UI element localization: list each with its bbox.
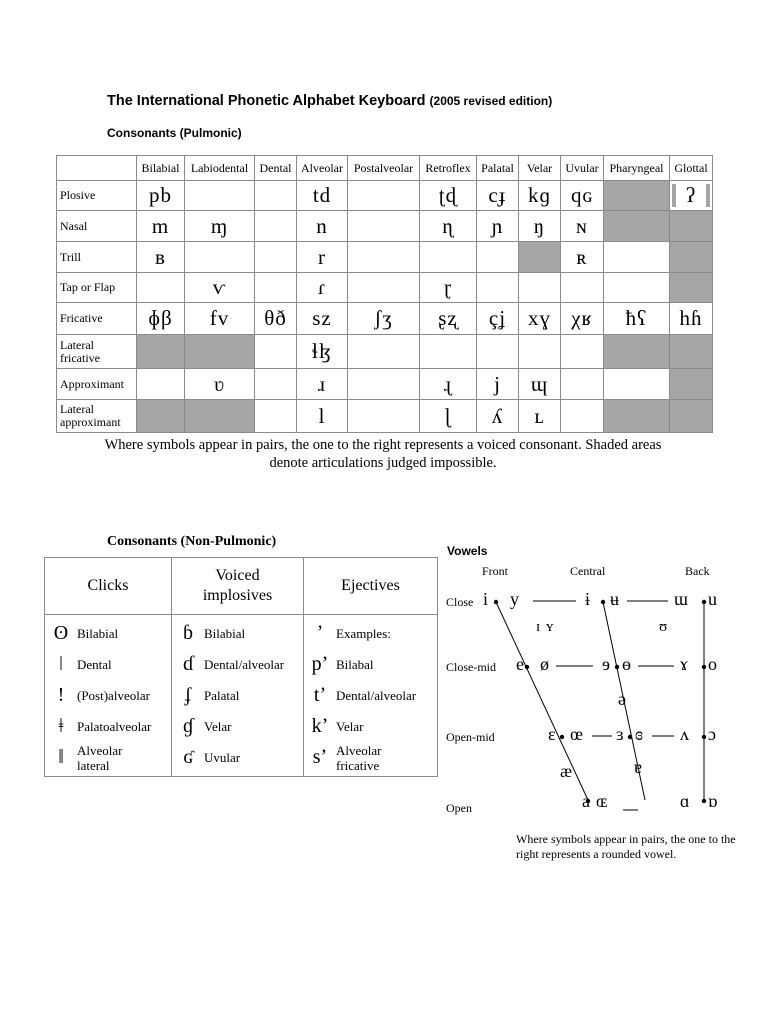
- vowel-row-closemid: Close-mid: [446, 660, 496, 674]
- consonant-cell: çʝ: [477, 303, 519, 335]
- implosives-label: Uvular: [204, 750, 241, 765]
- impossible-cell: [604, 181, 670, 211]
- consonant-cell: [255, 273, 297, 303]
- pulmonic-row-tap-or-flap: [57, 273, 713, 303]
- consonant-cell: [185, 242, 255, 273]
- pulmonic-row-lateral-fricative: [57, 335, 713, 369]
- clicks-item: [45, 742, 171, 773]
- implosives-item: [172, 618, 303, 649]
- pulmonic-row-nasal: [57, 211, 713, 242]
- consonant-cell: ɸβ: [137, 303, 185, 335]
- vowel-symbol: o: [708, 654, 717, 674]
- row-label: Plosive: [57, 181, 137, 211]
- consonant-cell: [255, 242, 297, 273]
- consonant-cell: [348, 242, 420, 273]
- consonant-cell: [561, 335, 604, 369]
- ejectives-symbol: kʼ: [311, 715, 329, 737]
- consonant-cell: ʈɖ: [420, 181, 477, 211]
- vowel-symbol: a: [582, 791, 590, 811]
- consonant-cell: [348, 211, 420, 242]
- consonant-cell: ⱱ: [185, 273, 255, 303]
- consonant-cell: [604, 369, 670, 400]
- nonpulmonic-body-row: [45, 615, 438, 777]
- consonant-cell: ɹ: [297, 369, 348, 400]
- vowel-note: Where symbols appear in pairs, the one to the right represents a rounded vowel.: [516, 832, 736, 861]
- consonant-cell: [604, 273, 670, 303]
- consonant-cell: χʁ: [561, 303, 604, 335]
- vowel-symbol: ɛ: [548, 724, 556, 744]
- ejectives-item: [304, 680, 437, 711]
- vowel-symbol: ɞ: [635, 724, 643, 744]
- col-header-alveolar: Alveolar: [297, 156, 348, 181]
- clicks-symbol: ʘ: [53, 622, 69, 644]
- header-clicks: Clicks: [45, 558, 172, 615]
- consonant-cell: ɱ: [185, 211, 255, 242]
- vowel-symbol: i: [483, 589, 489, 609]
- implosives-symbol: ɠ: [183, 715, 193, 737]
- consonant-cell: [477, 273, 519, 303]
- impossible-cell: [670, 400, 713, 433]
- ejectives-symbol: ʼ: [316, 622, 324, 644]
- consonant-cell: hɦ: [670, 303, 713, 335]
- row-label: Approximant: [57, 369, 137, 400]
- ejectives-label: Bilabal: [336, 657, 374, 672]
- consonant-cell: ɻ: [420, 369, 477, 400]
- row-label: Lateral fricative: [57, 335, 137, 369]
- section-title-nonpulmonic: Consonants (Non-Pulmonic): [107, 534, 277, 549]
- consonant-cell: [348, 369, 420, 400]
- dot-open-back: [702, 799, 706, 803]
- col-header-palatal: Palatal: [477, 156, 519, 181]
- consonant-cell: [255, 211, 297, 242]
- vowel-symbol: y: [510, 589, 519, 609]
- consonant-cell: [477, 335, 519, 369]
- ejectives-label: Velar: [336, 719, 364, 734]
- consonant-cell: ʎ: [477, 400, 519, 433]
- implosives-label: Velar: [204, 719, 232, 734]
- consonant-cell: ʃʒ: [348, 303, 420, 335]
- implosives-item: [172, 711, 303, 742]
- vowel-row-openmid: Open-mid: [446, 730, 495, 744]
- impossible-cell: [137, 400, 185, 433]
- impossible-cell: [670, 211, 713, 242]
- dot-openmid-central: [628, 735, 632, 739]
- vowel-symbol: ɪ: [536, 619, 541, 635]
- title-main: The International Phonetic Alphabet Keyboard: [107, 93, 426, 109]
- header-ejectives: Ejectives: [304, 558, 438, 615]
- pulmonic-row-plosive: [57, 181, 713, 211]
- vowel-symbol: u: [708, 589, 717, 609]
- implosives-label: Bilabial: [204, 626, 246, 641]
- row-label: Tap or Flap: [57, 273, 137, 303]
- header-voiced-implosives-label: Voiced implosives: [202, 567, 273, 604]
- front-edge-line: [496, 602, 588, 800]
- vowel-symbol: ʏ: [546, 619, 554, 635]
- consonant-cell: [348, 181, 420, 211]
- ejectives-label: Examples:: [336, 626, 391, 641]
- impossible-cell: [185, 400, 255, 433]
- implosives-label: Palatal: [204, 688, 240, 703]
- clicks-label: Alveolar lateral: [77, 742, 123, 773]
- consonant-cell: [420, 242, 477, 273]
- row-label: Nasal: [57, 211, 137, 242]
- vowel-col-central: Central: [570, 564, 606, 578]
- consonant-cell: [519, 335, 561, 369]
- col-header-dental: Dental: [255, 156, 297, 181]
- ejectives-symbol: sʼ: [312, 746, 328, 768]
- shade-bar: [706, 184, 710, 207]
- ejectives-item: [304, 742, 437, 773]
- pulmonic-row-lateral-approximant: [57, 400, 713, 433]
- impossible-cell: [185, 335, 255, 369]
- consonant-cell: [561, 400, 604, 433]
- consonant-cell: [477, 242, 519, 273]
- impossible-cell: [670, 242, 713, 273]
- consonant-cell: [670, 181, 713, 211]
- consonant-cell: [185, 181, 255, 211]
- clicks-column: [45, 615, 172, 777]
- consonant-cell: ɴ: [561, 211, 604, 242]
- implosives-symbol: ʛ: [183, 746, 193, 768]
- consonant-cell: m: [137, 211, 185, 242]
- ejectives-label: Alveolar fricative: [336, 742, 382, 773]
- col-header-pharyngeal: Pharyngeal: [604, 156, 670, 181]
- dot-closemid-back: [702, 665, 706, 669]
- consonant-cell: ħʕ: [604, 303, 670, 335]
- consonant-cell: j: [477, 369, 519, 400]
- consonant-cell: [255, 181, 297, 211]
- impossible-cell: [604, 335, 670, 369]
- vowel-row-close: Close: [446, 595, 474, 609]
- clicks-symbol: !: [57, 684, 65, 706]
- vowel-symbol: ʌ: [680, 724, 689, 744]
- vowel-col-front: Front: [482, 564, 509, 578]
- vowel-symbol: ɤ: [680, 654, 688, 674]
- vowel-symbol: ø: [540, 654, 549, 674]
- vowel-symbol: ɨ: [585, 589, 591, 609]
- consonant-cell: sz: [297, 303, 348, 335]
- vowel-symbol: ʊ: [659, 619, 668, 635]
- implosives-symbol: ɓ: [183, 622, 193, 644]
- dot-openmid-back: [702, 735, 706, 739]
- consonant-cell: xɣ: [519, 303, 561, 335]
- consonant-cell: θð: [255, 303, 297, 335]
- dot-close-front: [494, 600, 498, 604]
- consonant-cell: [561, 369, 604, 400]
- impossible-cell: [137, 335, 185, 369]
- ejectives-symbol: tʼ: [313, 684, 327, 706]
- consonant-cell: ʋ: [185, 369, 255, 400]
- clicks-symbol: ǁ: [58, 746, 64, 768]
- consonant-cell: kɡ: [519, 181, 561, 211]
- nonpulmonic-header-row: [45, 558, 438, 615]
- clicks-item: [45, 711, 171, 742]
- consonant-cell: ʂʐ: [420, 303, 477, 335]
- consonant-cell: ŋ: [519, 211, 561, 242]
- impossible-cell: [670, 273, 713, 303]
- col-header-velar: Velar: [519, 156, 561, 181]
- consonant-cell: n: [297, 211, 348, 242]
- vowel-symbol: ɑ: [680, 791, 690, 811]
- consonant-cell: ɾ: [297, 273, 348, 303]
- impossible-cell: [604, 400, 670, 433]
- consonant-cell: cɟ: [477, 181, 519, 211]
- vowel-symbol: ɵ: [622, 654, 631, 674]
- implosives-label: Dental/alveolar: [204, 657, 285, 672]
- consonant-cell: ʀ: [561, 242, 604, 273]
- consonant-cell: ɳ: [420, 211, 477, 242]
- clicks-item: [45, 618, 171, 649]
- consonant-cell: ɭ: [420, 400, 477, 433]
- consonant-cell: ɽ: [420, 273, 477, 303]
- dot-openmid-front: [560, 735, 564, 739]
- impossible-cell: [519, 242, 561, 273]
- implosives-item: [172, 742, 303, 773]
- consonant-cell: pb: [137, 181, 185, 211]
- vowel-symbol: ɒ: [708, 791, 718, 811]
- vowel-trapezoid: [440, 540, 740, 830]
- vowel-symbol: ɶ: [596, 791, 608, 811]
- consonant-cell: ɬɮ: [297, 335, 348, 369]
- ejectives-item: [304, 618, 437, 649]
- pulmonic-note: Where symbols appear in pairs, the one to the right represents a voiced consonant. Shaded areas denote articulations judged impossible.: [104, 437, 662, 471]
- consonant-cell: ʟ: [519, 400, 561, 433]
- clicks-item: [45, 680, 171, 711]
- consonant-cell: qɢ: [561, 181, 604, 211]
- consonant-cell: [561, 273, 604, 303]
- dot-close-central: [601, 600, 605, 604]
- consonant-cell: [348, 400, 420, 433]
- pulmonic-row-approximant: [57, 369, 713, 400]
- dot-close-back: [702, 600, 706, 604]
- vowel-symbol: ɔ: [708, 724, 716, 744]
- consonant-cell: [604, 242, 670, 273]
- vowel-symbol: ɐ: [634, 757, 642, 777]
- vowel-col-back: Back: [685, 564, 710, 578]
- consonant-cell: l: [297, 400, 348, 433]
- impossible-cell: [604, 211, 670, 242]
- pulmonic-header-row: [57, 156, 713, 181]
- clicks-label: Dental: [77, 657, 112, 672]
- consonant-cell: [348, 273, 420, 303]
- consonant-cell: ɰ: [519, 369, 561, 400]
- ejectives-symbol: pʼ: [311, 653, 329, 675]
- consonant-cell: fv: [185, 303, 255, 335]
- clicks-label: (Post)alveolar: [77, 688, 150, 703]
- ejectives-item: [304, 711, 437, 742]
- consonant-cell: [255, 335, 297, 369]
- vowel-symbol: ɜ: [616, 724, 624, 744]
- ejectives-item: [304, 649, 437, 680]
- pulmonic-row-fricative: [57, 303, 713, 335]
- col-header-bilabial: Bilabial: [137, 156, 185, 181]
- pulmonic-consonant-table: [56, 155, 713, 433]
- vowel-symbol: æ: [560, 761, 573, 781]
- implosives-item: [172, 680, 303, 711]
- shade-bar: [672, 184, 676, 207]
- vowel-symbol: ɘ: [602, 654, 610, 674]
- vowel-chart: [440, 540, 740, 900]
- row-label: Fricative: [57, 303, 137, 335]
- consonant-cell: td: [297, 181, 348, 211]
- consonant-cell: [255, 400, 297, 433]
- vowels-title: Vowels: [447, 544, 488, 558]
- col-header-labiodental: Labiodental: [185, 156, 255, 181]
- clicks-label: Bilabial: [77, 626, 119, 641]
- consonant-cell: ɲ: [477, 211, 519, 242]
- pulmonic-row-trill: [57, 242, 713, 273]
- vowel-symbol: e: [516, 654, 524, 674]
- consonant-cell: ʙ: [137, 242, 185, 273]
- vowel-symbol: œ: [570, 724, 583, 744]
- section-title-pulmonic: Consonants (Pulmonic): [107, 126, 242, 140]
- consonant-cell: [137, 369, 185, 400]
- vowel-symbol: ɯ: [674, 589, 689, 609]
- vowel-symbol: ʉ: [610, 589, 619, 609]
- consonant-cell: [519, 273, 561, 303]
- consonant-cell: [348, 335, 420, 369]
- implosives-symbol: ʄ: [184, 684, 192, 706]
- col-header-uvular: Uvular: [561, 156, 604, 181]
- vowel-symbol: ə: [618, 689, 626, 709]
- ejectives-label: Dental/alveolar: [336, 688, 417, 703]
- page-title: [107, 93, 552, 109]
- col-header-glottal: Glottal: [670, 156, 713, 181]
- clicks-symbol: ǂ: [58, 715, 64, 737]
- col-header-postalveolar: Postalveolar: [348, 156, 420, 181]
- clicks-item: [45, 649, 171, 680]
- implosives-item: [172, 649, 303, 680]
- dot-closemid-central: [615, 665, 619, 669]
- col-header-retroflex: Retroflex: [420, 156, 477, 181]
- ejectives-column: [304, 615, 438, 777]
- impossible-cell: [670, 369, 713, 400]
- implosives-symbol: ɗ: [183, 653, 193, 675]
- row-label: Trill: [57, 242, 137, 273]
- header-voiced-implosives: [172, 558, 304, 615]
- dot-closemid-front: [525, 665, 529, 669]
- clicks-symbol: ǀ: [58, 653, 63, 675]
- consonant-cell: [420, 335, 477, 369]
- clicks-label: Palatoalveolar: [77, 719, 152, 734]
- implosives-column: [172, 615, 304, 777]
- consonant-symbol: ʔ: [685, 183, 697, 207]
- title-edition: (2005 revised edition): [429, 94, 553, 108]
- corner-cell: [57, 156, 137, 181]
- consonant-cell: [255, 369, 297, 400]
- consonant-cell: r: [297, 242, 348, 273]
- consonant-cell: [137, 273, 185, 303]
- impossible-cell: [670, 335, 713, 369]
- nonpulmonic-consonant-table: [44, 557, 438, 777]
- row-label: Lateral approximant: [57, 400, 137, 433]
- vowel-row-open: Open: [446, 801, 472, 815]
